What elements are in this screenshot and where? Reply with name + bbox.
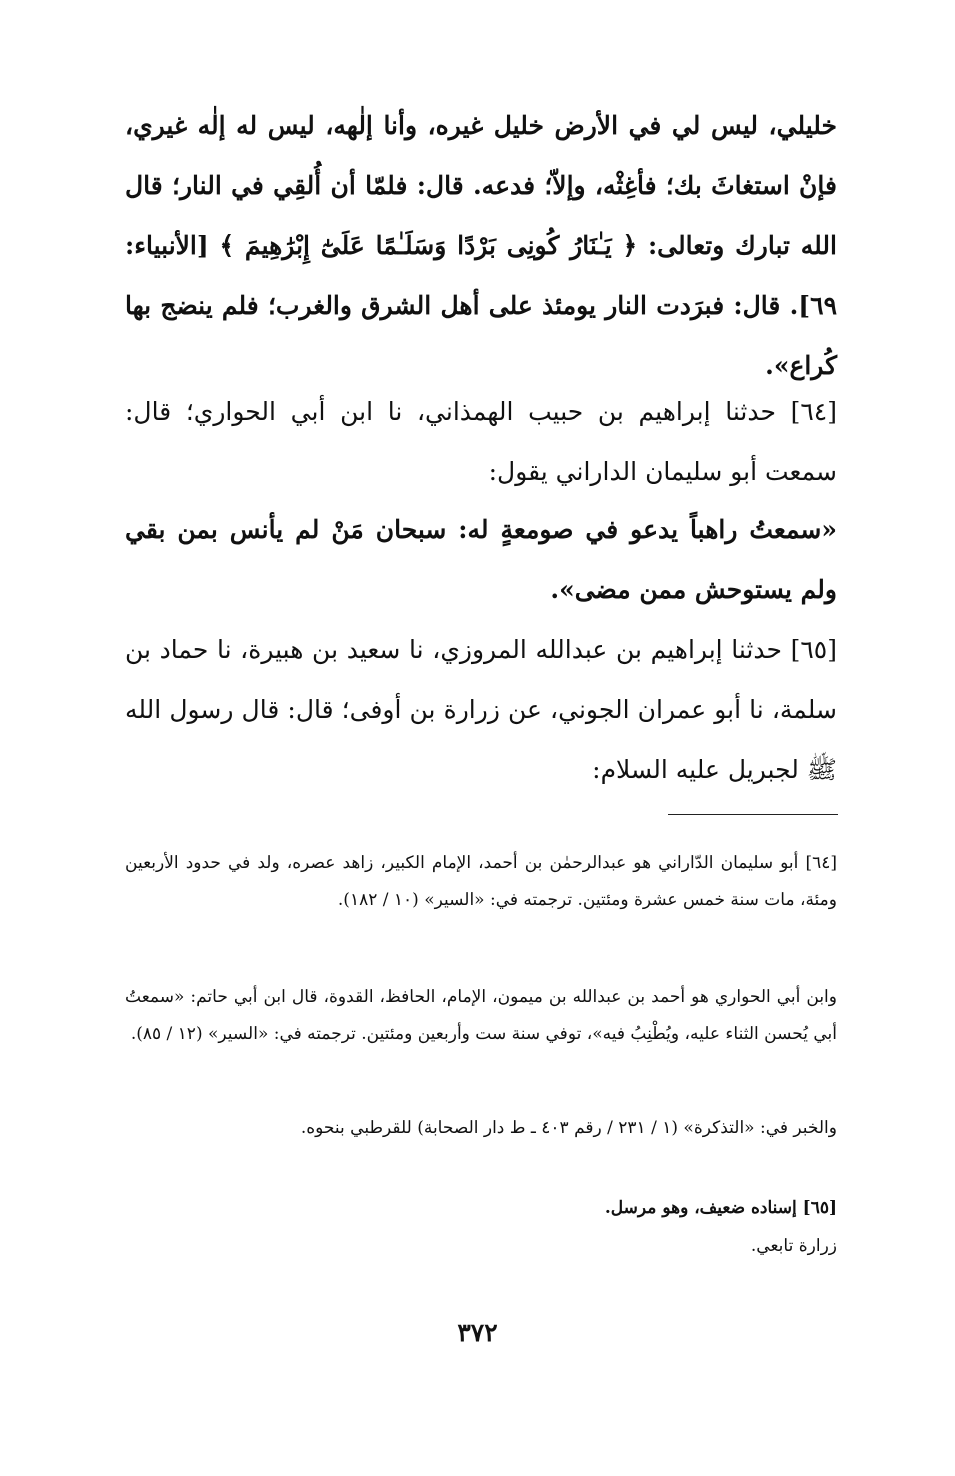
page-number: ٣٧٢	[457, 1318, 498, 1347]
footnote-65-grading: [٦٥] إسناده ضعيف، وهو مرسل.	[604, 1198, 837, 1218]
hadith-65-chain: [٦٥] حدثنا إبراهيم بن عبدالله المروزي، نا سعيد بن هبيرة، نا حماد بن سلمة، نا أبو عمران الجوني، عن زرارة بن أوفى؛ قال: قال رسول الله ﷺ لجبريل عليه السلام:	[125, 635, 837, 784]
hadith-64-chain: [٦٤] حدثنا إبراهيم بن حبيب الهمذاني، نا ابن أبي الحواري؛ قال: سمعت أبو سليمان الداراني يقول:	[125, 397, 837, 486]
quote-paragraph-continuation: خليلي، ليس لي في الأرض خليل غيره، وأنا إلٰهه، ليس له إلٰه غيري، فإنْ استغاثَ بك؛ فأغِثْه، وإلاّ؛ فدعه. قال: فلمّا أن أُلقِي في النار؛ قال الله تبارك وتعالى: ﴿ يَـٰنَارُ كُونِى بَرْدًا وَسَلَـٰمًا عَلَىٰٓ إِبْرَٰهِيمَ ﴾ [الأنبياء: ٦٩]. قال: فبرَدت النار يومئذ على أهل الشرق والغرب؛ فلم ينضج بها كُراع».	[125, 111, 837, 380]
footnote-65-note: زرارة تابعي.	[750, 1236, 837, 1256]
hadith-64-text: «سمعتُ راهباً يدعو في صومعةٍ له: سبحان مَنْ لم يأنس بمن بقي ولم يستوحش ممن مضى».	[125, 515, 837, 604]
footnote-64-ibn-abi-alhawari: وابن أبي الحواري هو أحمد بن عبدالله بن ميمون، الإمام، الحافظ، القدوة، قال ابن أبي حاتم: «سمعتُ أبي يُحسن الثناء عليه، ويُطْنِبُ فيه»، توفي سنة ست وأربعين ومئتين. ترجمته في: «السير» (١٢ / ٨٥).	[125, 987, 837, 1044]
footnote-separator	[668, 814, 838, 815]
footnote-64-narrator: [٦٤] أبو سليمان الدّاراني هو عبدالرحمٰن بن أحمد، الإمام الكبير، زاهد عصره، ولد في حدود الأربعين ومئة، مات سنة خمس عشرة ومئتين. ترجمته في: «السير» (١٠ / ١٨٢).	[125, 853, 837, 910]
footnote-64-source: والخبر في: «التذكرة» (١ / ٢٣١ / رقم ٤٠٣ ـ ط دار الصحابة) للقرطبي بنحوه.	[300, 1118, 837, 1138]
